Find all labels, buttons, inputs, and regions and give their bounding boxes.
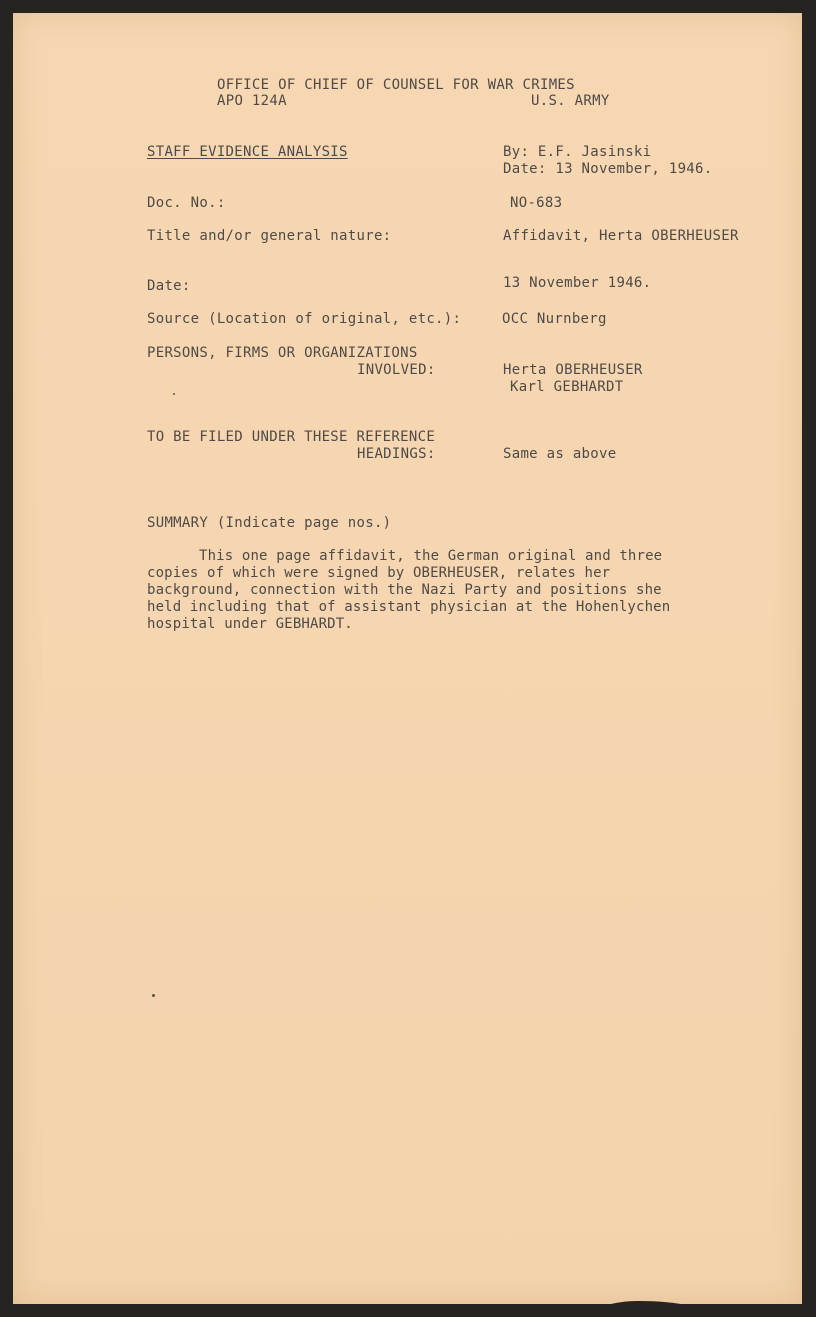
- ink-speck: [152, 994, 155, 997]
- summary-paragraph: [147, 548, 767, 633]
- analyst-name: By: E.F. Jasinski: [503, 144, 652, 160]
- analysis-date: Date: 13 November, 1946.: [503, 161, 713, 177]
- document-page: [13, 13, 802, 1304]
- title-value: Affidavit, Herta OBERHEUSER: [503, 228, 739, 244]
- persons-value-1: Herta OBERHEUSER: [503, 362, 643, 378]
- source-value: OCC Nurnberg: [502, 311, 607, 327]
- persons-label-line2: INVOLVED:: [357, 362, 436, 378]
- doc-no-label: Doc. No.:: [147, 195, 226, 211]
- ink-speck: [173, 393, 175, 395]
- persons-value-2: Karl GEBHARDT: [510, 379, 624, 395]
- summary-line: held including that of assistant physician at the Hohenlychen: [147, 599, 671, 615]
- source-label: Source (Location of original, etc.):: [147, 311, 462, 327]
- torn-edge: [591, 1301, 711, 1304]
- filed-value: Same as above: [503, 446, 617, 462]
- summary-line: This one page affidavit, the German original and three: [199, 548, 663, 564]
- filed-label-line1: TO BE FILED UNDER THESE REFERENCE: [147, 429, 436, 445]
- office-header: OFFICE OF CHIEF OF COUNSEL FOR WAR CRIMES: [217, 77, 575, 93]
- summary-line: hospital under GEBHARDT.: [147, 616, 353, 632]
- army-label: U.S. ARMY: [531, 93, 610, 109]
- date-label: Date:: [147, 278, 191, 294]
- analysis-title: STAFF EVIDENCE ANALYSIS: [147, 144, 348, 160]
- doc-no-value: NO-683: [510, 195, 563, 211]
- summary-line: copies of which were signed by OBERHEUSER, relates her: [147, 565, 611, 581]
- persons-label-line1: PERSONS, FIRMS OR ORGANIZATIONS: [147, 345, 418, 361]
- date-value: 13 November 1946.: [503, 275, 652, 291]
- filed-label-line2: HEADINGS:: [357, 446, 436, 462]
- apo-number: APO 124A: [217, 93, 287, 109]
- summary-heading: SUMMARY (Indicate page nos.): [147, 515, 392, 531]
- summary-line: background, connection with the Nazi Party and positions she: [147, 582, 662, 598]
- title-label: Title and/or general nature:: [147, 228, 392, 244]
